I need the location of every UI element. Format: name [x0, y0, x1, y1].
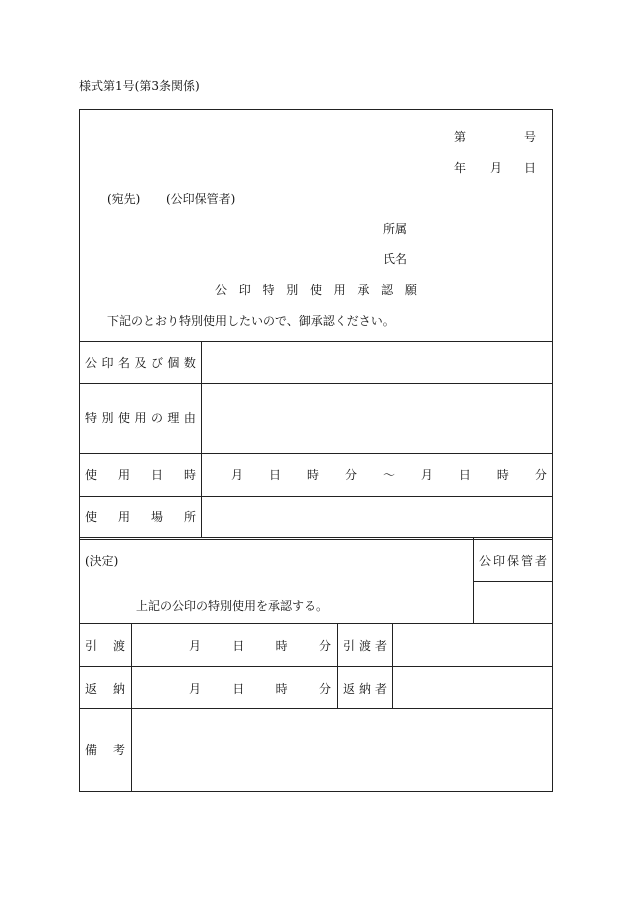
special-use-reason-label — [85, 412, 196, 424]
request-text: 下記のとおり特別使用したいので、御承認ください。 — [107, 314, 395, 328]
handover-unit-char: 月 — [189, 639, 202, 653]
seal-name-count-char: 及 — [134, 356, 147, 370]
return-person-char: 納 — [358, 682, 371, 696]
use-datetime-char: 日 — [150, 468, 163, 482]
form-title — [215, 284, 417, 296]
handover-person-char: 引 — [343, 639, 356, 653]
use-datetime-unit-char: 日 — [458, 468, 471, 482]
return-datetime-field[interactable] — [189, 683, 331, 695]
return-char: 返 — [85, 682, 98, 696]
return-person-char: 者 — [374, 682, 387, 696]
title-char: 認 — [381, 283, 394, 297]
use-datetime-char: 時 — [183, 468, 196, 482]
seal-name-count-field[interactable] — [202, 342, 553, 383]
seal-name-count-label — [85, 357, 196, 369]
return-unit-char: 日 — [232, 682, 245, 696]
use-datetime-unit-char: 分 — [534, 468, 547, 482]
use-datetime-unit-char: 時 — [306, 468, 319, 482]
title-char: 特 — [262, 283, 275, 297]
use-datetime-char: 使 — [85, 468, 98, 482]
use-place-char: 用 — [117, 510, 130, 524]
return-unit-char: 月 — [189, 682, 202, 696]
use-datetime-unit-char: 分 — [344, 468, 357, 482]
handover-datetime-field[interactable] — [189, 640, 331, 652]
handover-person-field[interactable] — [393, 624, 553, 666]
title-char: 使 — [309, 283, 322, 297]
name-label: 氏名 — [383, 252, 408, 266]
use-place-label — [85, 511, 196, 523]
title-char: 別 — [286, 283, 299, 297]
seal-name-count-char: び — [150, 356, 163, 370]
handover-person-char: 者 — [374, 639, 387, 653]
special-use-reason-char: の — [150, 411, 163, 425]
use-datetime-char: 用 — [117, 468, 130, 482]
use-datetime-unit-char: 月 — [420, 468, 433, 482]
special-use-reason-char: 由 — [183, 411, 196, 425]
addressee-name: (公印保管者) — [166, 192, 236, 206]
special-use-reason-char: 特 — [85, 411, 98, 425]
seal-keeper-char: 公 — [479, 554, 492, 568]
return-person-char: 返 — [343, 682, 356, 696]
return-person-label — [343, 683, 387, 695]
handover-unit-char: 日 — [232, 639, 245, 653]
seal-keeper-char: 管 — [520, 554, 533, 568]
handover-label — [85, 640, 125, 652]
title-char: 公 — [215, 283, 228, 297]
handover-char: 引 — [85, 639, 98, 653]
seal-keeper-char: 保 — [506, 554, 519, 568]
seal-name-count-char: 名 — [117, 356, 130, 370]
remarks-label — [85, 744, 125, 756]
handover-person-char: 渡 — [358, 639, 371, 653]
return-unit-char: 時 — [275, 682, 288, 696]
handover-unit-char: 時 — [275, 639, 288, 653]
number-prefix: 第 — [454, 130, 467, 144]
remarks-char: 備 — [85, 743, 98, 757]
special-use-reason-char: 使 — [117, 411, 130, 425]
addressee-label: (宛先) — [107, 192, 141, 206]
special-use-reason-field[interactable] — [202, 384, 553, 453]
title-char: 願 — [404, 283, 417, 297]
use-place-char: 使 — [85, 510, 98, 524]
return-label — [85, 683, 125, 695]
remarks-field[interactable] — [132, 709, 553, 792]
seal-keeper-stamp-field[interactable] — [474, 582, 553, 623]
special-use-reason-char: 用 — [134, 411, 147, 425]
seal-keeper-char: 者 — [534, 554, 547, 568]
affiliation-label: 所属 — [383, 222, 408, 236]
use-datetime-unit-char: 時 — [496, 468, 509, 482]
decision-label: (決定) — [85, 554, 119, 568]
seal-name-count-char: 数 — [183, 356, 196, 370]
title-char: 用 — [333, 283, 346, 297]
title-char: 承 — [357, 283, 370, 297]
handover-char: 渡 — [112, 639, 125, 653]
seal-name-count-char: 公 — [85, 356, 98, 370]
number-suffix: 号 — [524, 130, 537, 144]
use-datetime-unit-char: 日 — [268, 468, 281, 482]
special-use-reason-char: 別 — [101, 411, 114, 425]
use-datetime-unit-char: 〜 — [382, 468, 395, 482]
use-place-char: 所 — [183, 510, 196, 524]
seal-name-count-char: 個 — [167, 356, 180, 370]
handover-person-label — [343, 640, 387, 652]
return-char: 納 — [112, 682, 125, 696]
date-day: 日 — [524, 161, 537, 175]
date-month: 月 — [490, 161, 503, 175]
seal-keeper-char: 印 — [492, 554, 505, 568]
seal-name-count-char: 印 — [101, 356, 114, 370]
use-datetime-unit-char: 月 — [231, 468, 244, 482]
use-datetime-field[interactable] — [231, 469, 547, 481]
return-unit-char: 分 — [318, 682, 331, 696]
remarks-char: 考 — [112, 743, 125, 757]
date-year: 年 — [454, 161, 467, 175]
return-person-field[interactable] — [393, 667, 553, 708]
use-place-char: 場 — [150, 510, 163, 524]
use-place-field[interactable] — [202, 497, 553, 537]
decision-text: 上記の公印の特別使用を承認する。 — [136, 599, 329, 613]
title-char: 印 — [238, 283, 251, 297]
special-use-reason-char: 理 — [167, 411, 180, 425]
form-label: 様式第1号(第3条関係) — [79, 79, 200, 93]
use-datetime-label — [85, 469, 196, 481]
seal-keeper-label — [479, 555, 547, 567]
handover-unit-char: 分 — [318, 639, 331, 653]
